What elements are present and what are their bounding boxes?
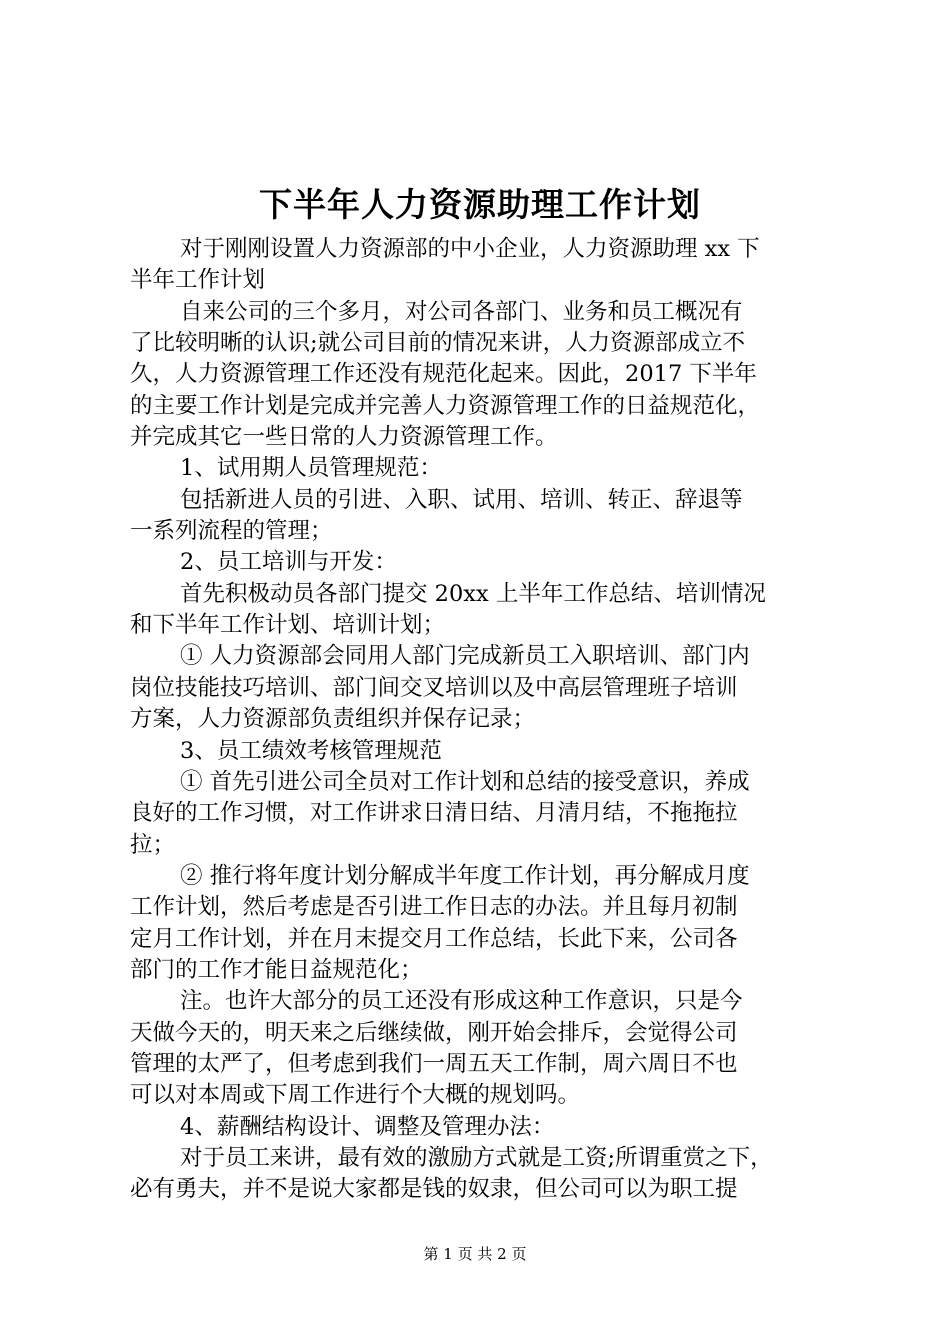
body-line: 必有勇夫，并不是说大家都是钱的奴隶，但公司可以为职工提 (130, 1176, 738, 1203)
body-line: 3、员工绩效考核管理规范 (180, 737, 442, 764)
body-line: 管理的太严了，但考虑到我们一周五天工作制，周六周日不也 (130, 1050, 738, 1077)
body-line: 4、薪酬结构设计、调整及管理办法： (180, 1113, 555, 1140)
body-line: 2、员工培训与开发： (180, 549, 397, 576)
body-line: 岗位技能技巧培训、部门间交叉培训以及中高层管理班子培训 (130, 674, 738, 701)
body-line: 久，人力资源管理工作还没有规范化起来。因此，2017 下半年 (130, 361, 757, 388)
body-line: 方案，人力资源部负责组织并保存记录； (130, 706, 536, 733)
body-line: 拉； (130, 831, 176, 858)
body-line: 天做今天的，明天来之后继续做，刚开始会排斥，会觉得公司 (130, 1019, 738, 1046)
body-line: 可以对本周或下周工作进行个大概的规划吗。 (130, 1082, 581, 1109)
body-line: 一系列流程的管理； (130, 518, 333, 545)
body-line: 1、试用期人员管理规范： (180, 455, 442, 482)
body-line: 对于员工来讲，最有效的激励方式就是工资;所谓重赏之下， (180, 1144, 773, 1171)
body-line: 部门的工作才能日益规范化； (130, 956, 423, 983)
body-line: 良好的工作习惯，对工作讲求日清日结、月清月结，不拖拖拉 (130, 800, 738, 827)
body-line: 并完成其它一些日常的人力资源管理工作。 (130, 424, 558, 451)
body-line: ① 首先引进公司全员对工作计划和总结的接受意识，养成 (180, 768, 750, 795)
body-line: ① 人力资源部会同用人部门完成新员工入职培训、部门内 (180, 643, 750, 670)
document-body (130, 234, 830, 1206)
body-line: 的主要工作计划是完成并完善人力资源管理工作的日益规范化， (130, 392, 761, 419)
body-line: ② 推行将年度计划分解成半年度工作计划，再分解成月度 (180, 862, 750, 889)
page-footer: 第 1 页 共 2 页 (423, 1245, 527, 1263)
body-line: 对于刚刚设置人力资源部的中小企业，人力资源助理 xx 下 (180, 236, 760, 262)
body-line: 了比较明晰的认识;就公司目前的情况来讲，人力资源部成立不 (130, 330, 746, 357)
body-line: 半年工作计划 (130, 267, 266, 294)
document-title: 下半年人力资源助理工作计划 (259, 185, 701, 224)
body-line: 包括新进人员的引进、入职、试用、培训、转正、辞退等 (180, 486, 743, 513)
body-line: 首先积极动员各部门提交 20xx 上半年工作总结、培训情况 (180, 580, 766, 607)
body-line: 定月工作计划，并在月末提交月工作总结，长此下来，公司各 (130, 925, 738, 952)
body-line: 注。也许大部分的员工还没有形成这种工作意识，只是今 (180, 988, 743, 1015)
body-line: 自来公司的三个多月，对公司各部门、业务和员工概况有 (180, 298, 743, 325)
body-line: 工作计划，然后考虑是否引进工作日志的办法。并且每月初制 (130, 894, 738, 921)
body-line: 和下半年工作计划、培训计划； (130, 612, 446, 639)
